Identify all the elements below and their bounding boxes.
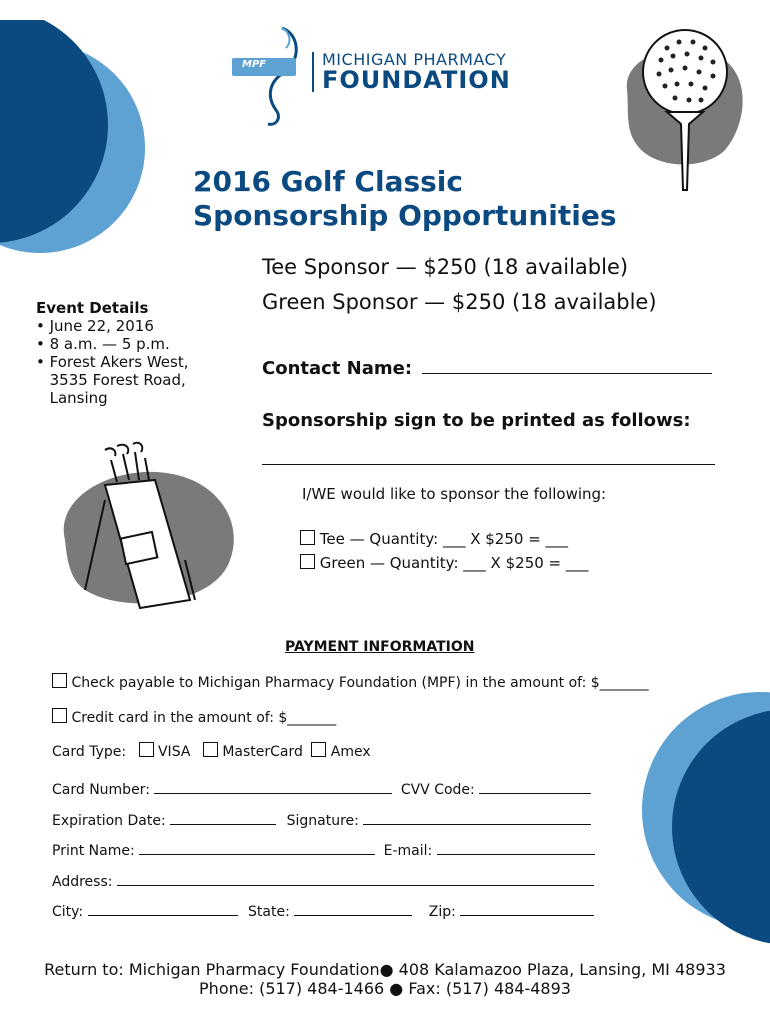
- sign-label: Sponsorship sign to be printed as follows:: [262, 410, 691, 431]
- card-number-label: Card Number:: [52, 782, 150, 798]
- expiration-field[interactable]: [170, 810, 276, 825]
- check-checkbox[interactable]: [52, 673, 67, 688]
- city-label: City:: [52, 904, 84, 920]
- zip-label: Zip:: [428, 904, 456, 920]
- event-date: June 22, 2016: [49, 317, 154, 335]
- green-row: [300, 554, 588, 572]
- event-item: • June 22, 2016: [36, 317, 154, 335]
- city-row: [52, 901, 594, 920]
- cvv-field[interactable]: [479, 779, 591, 794]
- golf-bag-icon: [45, 440, 245, 620]
- visa-label: VISA: [157, 744, 191, 760]
- address-row: [52, 871, 594, 890]
- mpf-logo-icon: [230, 22, 310, 130]
- event-item: • Forest Akers West, 3535 Forest Road, Lansing: [36, 353, 189, 407]
- contact-row: [262, 358, 712, 379]
- print-name-field[interactable]: [139, 840, 375, 855]
- credit-label: Credit card in the amount of: $_______: [71, 710, 337, 726]
- credit-row: [52, 708, 336, 726]
- print-name-row: [52, 840, 595, 859]
- signature-label: Signature:: [286, 813, 359, 829]
- address-label: Address:: [52, 874, 113, 890]
- amex-label: Amex: [330, 744, 371, 760]
- tee-checkbox[interactable]: [300, 530, 315, 545]
- mastercard-label: MasterCard: [222, 744, 303, 760]
- tee-label: Tee — Quantity: ___ X $250 = ___: [319, 530, 569, 548]
- contact-label: Contact Name:: [262, 358, 413, 379]
- footer: [0, 960, 770, 998]
- event-location: Forest Akers West, 3535 Forest Road, Lansing: [49, 353, 189, 407]
- sponsor-green: Green Sponsor — $250 (18 available): [262, 290, 657, 314]
- card-type-row: [52, 742, 371, 760]
- check-label: Check payable to Michigan Pharmacy Foundation (MPF) in the amount of: $_______: [71, 675, 649, 691]
- contact-name-field[interactable]: [422, 359, 712, 374]
- logo-line2: FOUNDATION: [322, 66, 511, 94]
- card-type-label: Card Type:: [52, 744, 127, 760]
- logo-divider: [312, 52, 314, 92]
- email-field[interactable]: [437, 840, 595, 855]
- footer-phone: Phone: (517) 484-1466 ● Fax: (517) 484-4893: [199, 979, 571, 998]
- title-line2: Sponsorship Opportunities: [193, 199, 617, 232]
- expiration-row: [52, 810, 591, 829]
- mpf-badge: MPF: [242, 59, 267, 70]
- tee-row: [300, 530, 568, 548]
- event-details: [36, 299, 188, 407]
- payment-heading: PAYMENT INFORMATION: [285, 639, 475, 655]
- logo-line1: MICHIGAN PHARMACY: [322, 50, 507, 69]
- title-line1: 2016 Golf Classic: [193, 165, 463, 198]
- mpf-logo: [230, 22, 570, 132]
- left-decor-circles: [0, 20, 160, 270]
- email-label: E-mail:: [383, 843, 433, 859]
- green-label: Green — Quantity: ___ X $250 = ___: [319, 554, 589, 572]
- sponsor-intro: I/WE would like to sponsor the following:: [302, 485, 607, 503]
- amex-checkbox[interactable]: [311, 742, 326, 757]
- city-field[interactable]: [88, 901, 238, 916]
- expiration-label: Expiration Date:: [52, 813, 166, 829]
- event-heading: Event Details: [36, 299, 149, 317]
- credit-checkbox[interactable]: [52, 708, 67, 723]
- card-number-row: [52, 779, 591, 798]
- event-time: 8 a.m. — 5 p.m.: [49, 335, 170, 353]
- print-name-label: Print Name:: [52, 843, 135, 859]
- cvv-label: CVV Code:: [400, 782, 475, 798]
- address-field[interactable]: [117, 871, 594, 886]
- state-label: State:: [248, 904, 290, 920]
- page-title: [193, 165, 617, 233]
- green-checkbox[interactable]: [300, 554, 315, 569]
- sponsor-tee: Tee Sponsor — $250 (18 available): [262, 255, 629, 279]
- card-number-field[interactable]: [154, 779, 392, 794]
- event-item: • 8 a.m. — 5 p.m.: [36, 335, 170, 353]
- check-row: [52, 673, 649, 691]
- state-field[interactable]: [294, 901, 412, 916]
- footer-address: Return to: Michigan Pharmacy Foundation● 408 Kalamazoo Plaza, Lansing, MI 48933: [44, 960, 726, 979]
- sign-text-field[interactable]: [262, 448, 715, 465]
- right-decor-circles: [640, 665, 770, 950]
- visa-checkbox[interactable]: [139, 742, 154, 757]
- zip-field[interactable]: [460, 901, 594, 916]
- mastercard-checkbox[interactable]: [203, 742, 218, 757]
- golf-ball-tee-icon: [615, 20, 755, 195]
- signature-field[interactable]: [363, 810, 591, 825]
